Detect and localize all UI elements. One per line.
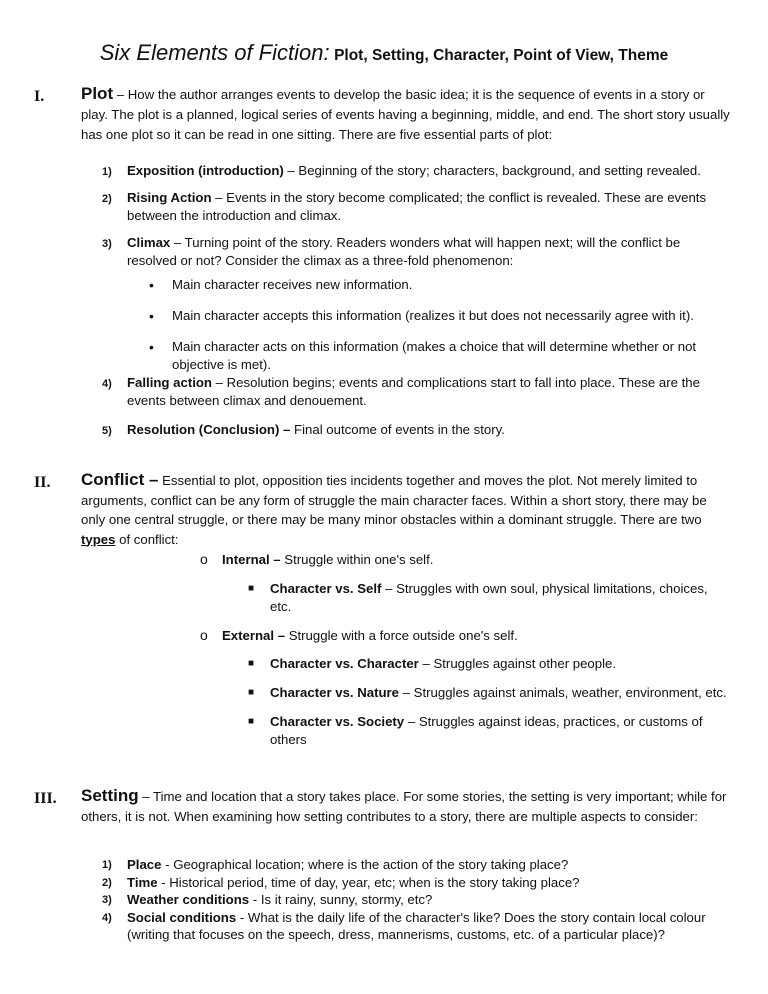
list-item: 2) Time - Historical period, time of day, year, etc; when is the story taking place?	[102, 874, 580, 890]
setting-aspects-list	[102, 856, 732, 944]
climax-bullets	[149, 276, 734, 374]
list-item: 3) Weather conditions - Is it rainy, sunny, stormy, etc?	[102, 892, 433, 907]
list-item	[102, 421, 732, 439]
item-number: 4)	[102, 378, 112, 390]
item-number: 2)	[102, 193, 112, 205]
list-item: • Main character accepts this information (realizes it but does not necessarily agree with it).	[149, 308, 694, 324]
title-italic: Six Elements of Fiction:	[99, 40, 330, 65]
list-item	[102, 189, 732, 225]
bullet-icon: •	[149, 339, 154, 355]
item-label: Exposition (introduction)	[127, 163, 284, 178]
section-3-numeral: III.	[34, 790, 57, 807]
item-label: Falling action	[127, 375, 212, 390]
list-item: • Main character acts on this information (makes a choice that will determine whether or not objective is met).	[149, 339, 697, 372]
list-item: ■ Character vs. Character – Struggles against other people.	[248, 656, 617, 671]
list-item: ■ Character vs. Society – Struggles against ideas, practices, or customs of others	[248, 714, 703, 747]
item-number: 1)	[102, 166, 112, 178]
section-2-intro: Conflict – Essential to plot, opposition ties incidents together and moves the plot. Not merely limited to arguments, conflict can be any form of struggle the main character faces. Within a short story, there may be only one central struggle, or there may be many minor obstacles within a dominant struggle. There are two types of conflict:	[81, 470, 707, 547]
bullet-icon: •	[149, 277, 154, 293]
list-item	[102, 234, 732, 270]
types-underlined: types	[81, 531, 116, 547]
section-1-text: – How the author arranges events to develop the basic idea; it is the sequence of events in a story or play. The plot is a planned, logical series of events having a beginning, middle, and end. The short story usually has one plot so it can be read in one sitting. There are five essential parts of plot:	[81, 87, 730, 142]
item-text: – Beginning of the story; characters, background, and setting revealed.	[283, 163, 701, 178]
bullet-icon: •	[149, 308, 154, 324]
item-number: 3)	[102, 238, 112, 250]
circle-bullet-icon: o	[200, 551, 208, 567]
list-item	[102, 162, 732, 180]
external-conflict: o External – Struggle with a force outside one's self.	[200, 627, 518, 643]
section-2-numeral: II.	[34, 474, 51, 491]
internal-conflict: o Internal – Struggle within one's self.	[200, 551, 434, 567]
square-bullet-icon: ■	[248, 716, 255, 727]
plot-parts-list-b	[102, 374, 732, 439]
item-text: Final outcome of events in the story.	[290, 422, 505, 437]
section-3-intro: Setting – Time and location that a story takes place. For some stories, the setting is very important; while for others, it is not. When examining how setting contributes to a story, there are multiple aspects to consider:	[81, 786, 727, 824]
item-number: 5)	[102, 425, 112, 437]
list-item: 4) Social conditions - What is the daily life of the character's like? Does the story contain local colour (writing that focuses on the speech, dress, mannerisms, customs, etc. of a particular place)?	[102, 909, 706, 942]
square-bullet-icon: ■	[248, 583, 255, 594]
list-item: • Main character receives new information.	[149, 277, 413, 293]
section-3-heading: Setting	[81, 786, 139, 805]
list-item: ■ Character vs. Nature – Struggles against animals, weather, environment, etc.	[248, 685, 727, 700]
section-2-heading: Conflict –	[81, 470, 159, 489]
item-text: – Turning point of the story. Readers wonders what will happen next; will the conflict be resolved or not? Consider the climax as a three-fold phenomenon:	[127, 235, 681, 268]
section-1-numeral: I.	[34, 88, 45, 105]
item-text: – Resolution begins; events and complications start to fall into place. These are the events between climax and denouement.	[127, 375, 700, 408]
item-label: Resolution (Conclusion) –	[127, 422, 291, 437]
item-text: – Events in the story become complicated; the conflict is revealed. These are events between the introduction and climax.	[127, 190, 707, 223]
title-bold: Plot, Setting, Character, Point of View, Theme	[334, 47, 669, 64]
circle-bullet-icon: o	[200, 627, 208, 643]
list-item: 1) Place - Geographical location; where is the action of the story taking place?	[102, 857, 569, 872]
section-1-heading: Plot	[81, 84, 114, 103]
external-types-list	[248, 655, 728, 749]
self-conflict: ■ Character vs. Self – Struggles with own soul, physical limitations, choices, etc.	[248, 581, 708, 614]
plot-parts-list-a	[102, 162, 732, 270]
square-bullet-icon: ■	[248, 687, 255, 698]
section-1-intro	[81, 84, 731, 145]
square-bullet-icon: ■	[248, 658, 255, 669]
list-item	[102, 374, 732, 410]
item-label: Climax	[127, 235, 171, 250]
page-title	[0, 40, 768, 66]
item-label: Rising Action	[127, 190, 212, 205]
